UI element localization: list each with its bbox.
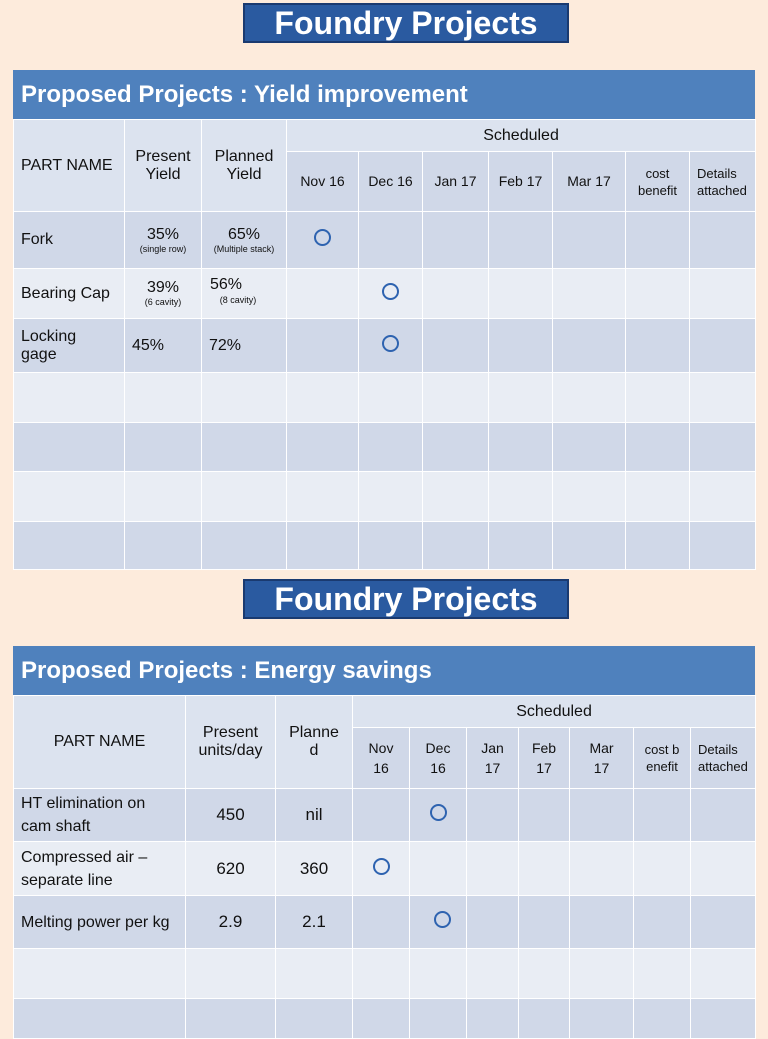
schedule-cell — [353, 842, 410, 896]
details-cell — [690, 269, 756, 319]
present-units: 2.9 — [186, 896, 276, 949]
schedule-cell — [353, 896, 410, 949]
part-name-label: Locking gage — [21, 327, 77, 363]
schedule-cell — [519, 842, 570, 896]
empty-row — [14, 373, 756, 423]
present-units: 620 — [186, 842, 276, 896]
empty-row — [14, 949, 756, 999]
col-header-planned-yield-label: Planned Yield — [214, 147, 274, 183]
empty-row — [14, 472, 756, 522]
planned-yield: 72% — [202, 319, 287, 373]
col-header-planned — [276, 696, 353, 789]
col-header-scheduled: Scheduled — [353, 696, 756, 728]
cost-cell — [634, 842, 691, 896]
yield-table — [13, 70, 755, 570]
planned-value: 65% — [227, 225, 261, 243]
planned-note: (8 cavity) — [219, 294, 257, 305]
col-header-month: Jan 17 — [423, 152, 489, 212]
col-header-month — [410, 728, 467, 789]
schedule-cell — [287, 319, 359, 373]
empty-row — [14, 522, 756, 570]
present-units: 450 — [186, 789, 276, 842]
details-attached-label: Details attached — [698, 742, 748, 774]
cost-benefit-label: cost benefit — [637, 165, 678, 198]
scheduled-circle-icon — [314, 229, 331, 246]
present-note: (6 cavity) — [144, 297, 182, 307]
schedule-cell — [359, 212, 423, 269]
col-header-part-name: PART NAME — [14, 120, 125, 212]
cost-cell — [626, 269, 690, 319]
col-header-present-units — [186, 696, 276, 789]
present-value: 39% — [146, 279, 180, 296]
schedule-cell — [359, 269, 423, 319]
cost-cell — [626, 212, 690, 269]
col-header-month: Dec 16 — [359, 152, 423, 212]
scheduled-circle-icon — [430, 804, 447, 821]
month-label: Mar 17 — [589, 740, 614, 776]
part-name: Bearing Cap — [14, 269, 125, 319]
schedule-cell — [410, 789, 467, 842]
schedule-cell — [519, 896, 570, 949]
col-header-details-attached — [691, 728, 756, 789]
month-label: Feb 17 — [531, 740, 557, 776]
schedule-cell — [553, 269, 626, 319]
col-header-scheduled: Scheduled — [287, 120, 756, 152]
details-cell — [690, 212, 756, 269]
month-label: Dec 16 — [425, 740, 451, 776]
details-attached-label: Details attached — [697, 165, 747, 198]
energy-table — [13, 646, 755, 1039]
schedule-cell — [489, 319, 553, 373]
part-name-label: Compressed air – separate line — [21, 848, 148, 889]
col-header-month — [570, 728, 634, 789]
scheduled-circle-icon — [434, 911, 451, 928]
schedule-cell — [423, 212, 489, 269]
table-row — [14, 896, 756, 949]
schedule-cell — [353, 789, 410, 842]
schedule-cell — [467, 842, 519, 896]
page-title: Foundry Projects — [243, 3, 569, 43]
month-label: Jan 17 — [481, 740, 504, 776]
details-cell — [691, 896, 756, 949]
details-cell — [691, 789, 756, 842]
planned-value: 56% — [210, 275, 243, 293]
schedule-cell — [489, 212, 553, 269]
col-header-month — [353, 728, 410, 789]
details-cell — [690, 319, 756, 373]
cost-cell — [634, 789, 691, 842]
col-header-planned-label: Planned — [289, 724, 339, 759]
schedule-cell — [467, 789, 519, 842]
schedule-cell — [423, 269, 489, 319]
part-name — [14, 789, 186, 842]
present-value: 35% — [146, 225, 180, 243]
col-header-month — [519, 728, 570, 789]
schedule-cell — [467, 896, 519, 949]
table-row — [14, 269, 756, 319]
schedule-cell — [423, 319, 489, 373]
part-name: Fork — [14, 212, 125, 269]
yield-table-heading: Proposed Projects : Yield improvement — [13, 70, 755, 119]
scheduled-circle-icon — [382, 335, 399, 352]
table-row — [14, 789, 756, 842]
planned-units: nil — [276, 789, 353, 842]
table-row — [14, 212, 756, 269]
part-name — [14, 319, 125, 373]
schedule-cell — [410, 896, 467, 949]
col-header-month — [467, 728, 519, 789]
schedule-cell — [570, 896, 634, 949]
col-header-details-attached — [690, 152, 756, 212]
col-header-month: Mar 17 — [553, 152, 626, 212]
page-title: Foundry Projects — [243, 579, 569, 619]
schedule-cell — [519, 789, 570, 842]
planned-units: 360 — [276, 842, 353, 896]
details-cell — [691, 842, 756, 896]
present-yield: 45% — [125, 319, 202, 373]
empty-row — [14, 423, 756, 472]
schedule-cell — [410, 842, 467, 896]
col-header-cost-benefit — [634, 728, 691, 789]
part-name — [14, 842, 186, 896]
part-name — [14, 896, 186, 949]
col-header-present-units-label: Present units/day — [198, 724, 263, 759]
col-header-cost-benefit — [626, 152, 690, 212]
schedule-cell — [287, 269, 359, 319]
table-row — [14, 842, 756, 896]
present-yield — [125, 269, 202, 319]
schedule-cell — [570, 842, 634, 896]
scheduled-circle-icon — [373, 858, 390, 875]
part-name-label: HT elimination on cam shaft — [21, 795, 146, 835]
col-header-month: Feb 17 — [489, 152, 553, 212]
month-label: Nov 16 — [368, 740, 394, 776]
schedule-cell — [553, 319, 626, 373]
present-yield — [125, 212, 202, 269]
planned-units: 2.1 — [276, 896, 353, 949]
schedule-cell — [553, 212, 626, 269]
planned-note: (Multiple stack) — [213, 243, 275, 254]
schedule-cell — [489, 269, 553, 319]
cost-cell — [634, 896, 691, 949]
part-name-label: Melting power per kg — [21, 913, 170, 931]
col-header-part-name: PART NAME — [14, 696, 186, 789]
scheduled-circle-icon — [382, 283, 399, 300]
col-header-planned-yield — [202, 120, 287, 212]
present-note: (single row) — [139, 243, 187, 254]
table-row — [14, 319, 756, 373]
cost-benefit-label: cost benefit — [644, 742, 680, 774]
col-header-present-yield — [125, 120, 202, 212]
schedule-cell — [570, 789, 634, 842]
cost-cell — [626, 319, 690, 373]
empty-row — [14, 999, 756, 1039]
schedule-cell — [359, 319, 423, 373]
planned-yield — [202, 269, 287, 319]
schedule-cell — [287, 212, 359, 269]
col-header-month: Nov 16 — [287, 152, 359, 212]
planned-yield — [202, 212, 287, 269]
col-header-present-yield-label: Present Yield — [135, 147, 191, 183]
energy-table-heading: Proposed Projects : Energy savings — [13, 646, 755, 695]
